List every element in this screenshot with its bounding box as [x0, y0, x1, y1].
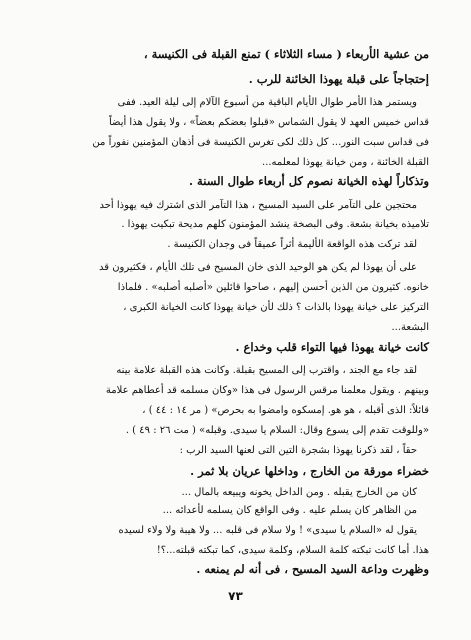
text-line: القبلة الخائنة ، ومن خيانة يهوذا لمعلمه... [262, 157, 429, 168]
text-line: خانوه. كثيرون من الذين أحسن إليهم ، صاحوا قائلين «أصلبه أصلبه» . فلماذا [117, 282, 429, 293]
text-line: هذا. أما كانت تبكته كلمة السلام، وكلمة سيدى، كما تبكته قبلته...؟! [156, 545, 429, 556]
text-line: ويستمر هذا الأمر طوال الأيام الباقية من أسبوع الآلام إلى ليلة العيد. ففى [117, 97, 417, 108]
text-line: خضراء مورقة من الخارج ، وداخلها عريان بلا ثمر . [190, 464, 429, 478]
text-line: على أن يهوذا لم يكن هو الوحيد الذى خان المسيح فى تلك الأيام ، فكثيرون قد [99, 262, 417, 273]
text-line: البشعة... [391, 322, 429, 333]
text-line: فى قداس سبت النور... كل ذلك لكى تغرس الكنيسة فى أذهان المؤمنين نفوراً من [92, 137, 429, 148]
text-line: يقول له «السلام يا سيدى» ! ولا سلام فى قلبه ... ولا هيبة ولا ولاء لسيده [118, 525, 417, 536]
text-line: وتذكاراً لهذه الخيانة نصوم كل أربعاء طوال السنة . [189, 174, 429, 188]
text-line: «وللوقت تقدم إلى يسوع وقال: السلام يا سيدى. وقبله» ( مت ٢٦ : ٤٩ ) . [125, 425, 429, 436]
text-line: قائلاً: الذى أقبله ، هو هو. إمسكوه وامضوا به بحرص» ( مر ١٤ : ٤٤ ) ، [142, 405, 429, 416]
text-line: تلاميذه بخيانة بشعة. وفى البصخة ينشد المؤمنون كلهم مديحة تبكيت يهوذا . [121, 219, 429, 230]
text-line: حقاً ، لقد ذكرنا يهوذا بشجرة التين التى لعنها السيد الرب : [179, 445, 417, 456]
text-line: كان من الخارج يقبله . ومن الداخل يخونه ويبيعه بالمال ... [181, 487, 417, 498]
text-line: التركيز على خيانة يهوذا بالذات ؟ ذلك لأن خيانة يهوذا كانت الخيانة الكبرى ، [123, 302, 429, 313]
text-line: وبينهم . ويقول معلمنا مرقس الرسول فى هذا «وكان مسلمه قد أعطاهم علامة [105, 385, 429, 396]
text-line: لقد تركت هذه الواقعة الأليمة أثراً عميقاً فى وجدان الكنيسة . [167, 239, 417, 250]
page-number: ٧٣ [228, 589, 243, 603]
text-line: وظهرت وداعة السيد المسيح ، فى أنه لم يمنعه . [196, 562, 429, 576]
text-line: قداس خميس العهد لا يقول الشماس «قبلوا بعضكم بعضاً» ، ولا يقول هذا أيضاً [108, 117, 429, 128]
text-line: لقد جاء مع الجند ، واقترب إلى المسيح بقبلة. وكانت هذه القبلة علامة بينه [116, 365, 417, 376]
text-line: من الظاهر كان يسلم عليه . وفى الواقع كان يسلمه لأعدائه ... [162, 505, 417, 516]
text-line: إحتجاجاً على قبلة يهوذا الخائنة للرب . [248, 72, 429, 86]
text-line: كانت خيانة يهوذا فيها التواء قلب وخداع . [235, 340, 429, 354]
text-line: من عشية الأربعاء ( مساء الثلاثاء ) تمنع القبلة فى الكنيسة ، [143, 47, 429, 61]
text-line: محتجين على التآمر على السيد المسيح ، هذا التآمر الذى اشترك فيه يهوذا أحد [99, 200, 417, 211]
